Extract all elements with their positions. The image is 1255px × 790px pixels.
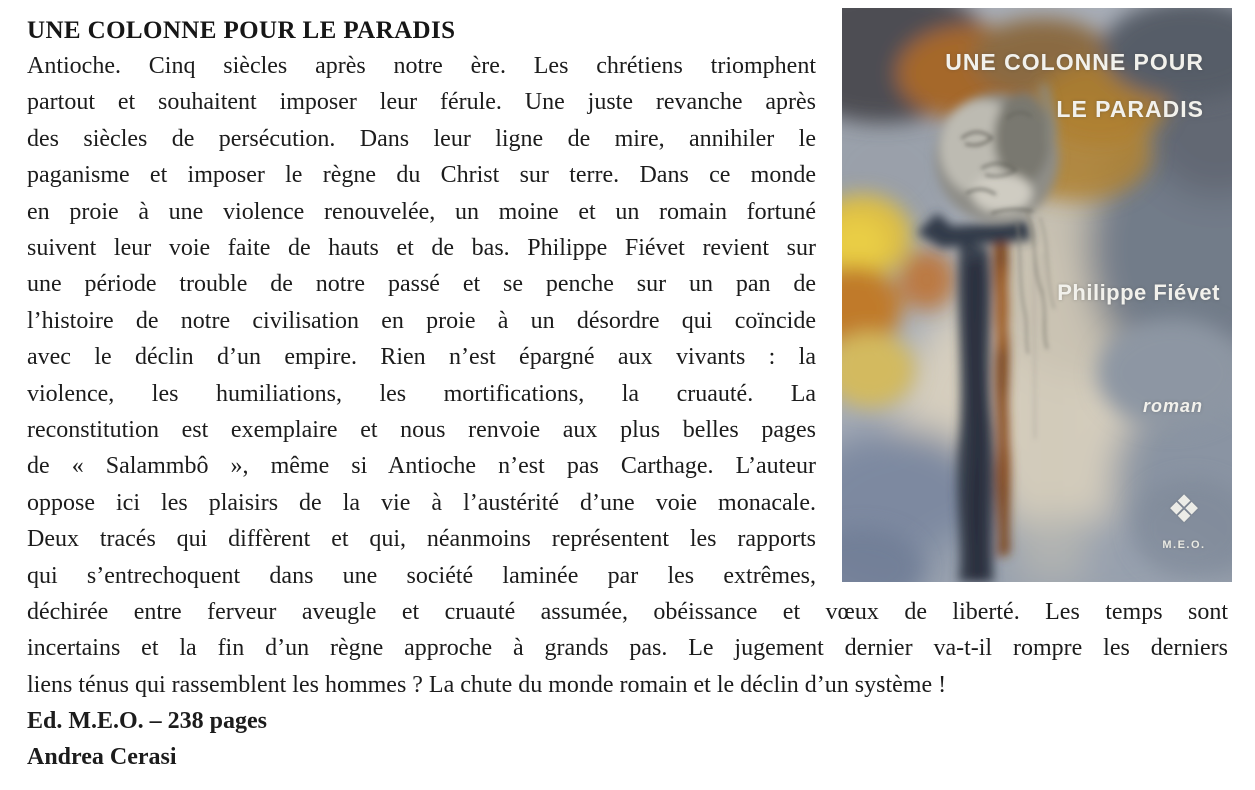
review-line: partout et souhaitent imposer leur férule. Une juste revanche après (27, 89, 816, 116)
review-line: qui s’entrechoquent dans une société laminée par les extrêmes, (27, 562, 816, 589)
cover-author: Philippe Fiévet (1057, 280, 1220, 305)
review-line: Deux tracés qui diffèrent et qui, néanmoins représentent les rapports (27, 526, 816, 553)
review-line: paganisme et imposer le règne du Christ sur terre. Dans ce monde (27, 162, 816, 189)
cover-genre: roman (1142, 396, 1203, 416)
review-line: déchirée entre ferveur aveugle et cruauté assumée, obéissance et vœux de liberté. Les temps sont (27, 599, 1228, 625)
review-line: incertains et la fin d’un règne approche à grands pas. Le jugement dernier va-t-il rompre les derniers (27, 635, 1228, 662)
publisher-logo-icon: ❖ (1166, 487, 1202, 531)
page-title: UNE COLONNE POUR LE PARADIS (27, 17, 456, 44)
publisher-logo-text: M.E.O. (1162, 539, 1206, 551)
publisher-info: Ed. M.E.O. – 238 pages (27, 708, 268, 734)
review-body-full (27, 594, 1228, 703)
review-line: reconstitution est exemplaire et nous renvoie aux plus belles pages (27, 417, 816, 444)
review-line: Antioche. Cinq siècles après notre ère. Les chrétiens triomphent (27, 53, 816, 79)
cover-title-line2: LE PARADIS (1056, 96, 1204, 122)
cover-title-line1: UNE COLONNE POUR (945, 49, 1204, 75)
review-line: avec le déclin d’un empire. Rien n’est épargné aux vivants : la (27, 344, 816, 371)
review-line: violence, les humiliations, les mortifications, la cruauté. La (27, 380, 816, 407)
review-line: en proie à une violence renouvelée, un moine et un romain fortuné (27, 198, 816, 225)
review-line: des siècles de persécution. Dans leur ligne de mire, annihiler le (27, 125, 816, 152)
review-line: liens ténus qui rassemblent les hommes ? La chute du monde romain et le déclin d’un système ! (27, 671, 947, 698)
review-line: suivent leur voie faite de hauts et de bas. Philippe Fiévet revient sur (27, 235, 816, 262)
review-line: l’histoire de notre civilisation en proie à un désordre qui coïncide (27, 307, 816, 334)
book-cover (842, 8, 1232, 582)
review-line: une période trouble de notre passé et se penche sur un pan de (27, 271, 816, 298)
review-line: oppose ici les plaisirs de la vie à l’austérité d’une voie monacale. (27, 489, 816, 516)
review-body-narrow (27, 48, 816, 594)
review-line: de « Salammbô », même si Antioche n’est pas Carthage. L’auteur (27, 453, 816, 480)
reviewer-name: Andrea Cerasi (27, 744, 177, 770)
